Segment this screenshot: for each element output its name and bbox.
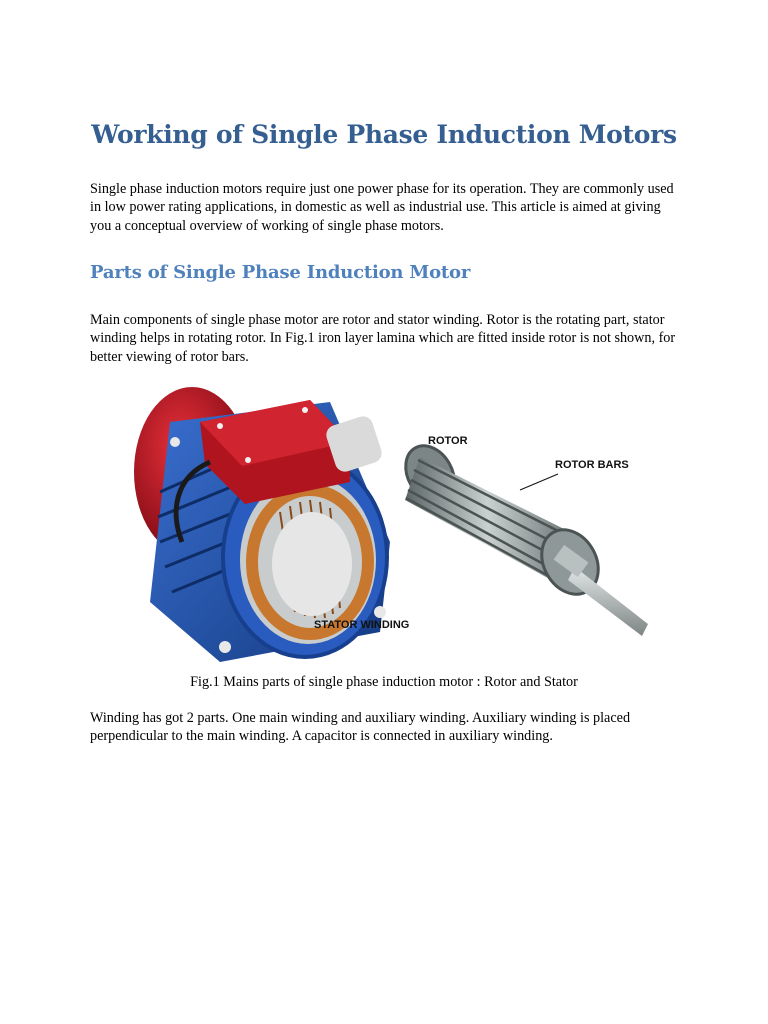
page-title: Working of Single Phase Induction Motors (91, 120, 677, 149)
figure-caption: Fig.1 Mains parts of single phase induction motor : Rotor and Stator (190, 674, 578, 690)
stator-winding-label: STATOR WINDING (314, 619, 410, 631)
section-heading: Parts of Single Phase Induction Motor (90, 262, 471, 283)
rotor-bars-label: ROTOR BARS (555, 459, 629, 471)
bolt (219, 641, 231, 653)
closing-paragraph: Winding has got 2 parts. One main winding and auxiliary winding. Auxiliary winding is placed perpendicular to the main winding. A capacitor is connected in auxiliary winding. (90, 710, 631, 745)
rotor-cavity (272, 512, 352, 616)
motor-illustration (130, 382, 660, 672)
intro-paragraph: Single phase induction motors require just one power phase for its operation. They are commonly used in low power rating applications, in domestic as well as industrial use. This article is aimed at giving you a conceptual overview of working of single phase motors. (90, 181, 674, 234)
rotor-bars-pointer (520, 474, 558, 490)
rotor-shaft (568, 567, 648, 636)
bolt (170, 437, 180, 447)
motor-figure (130, 382, 660, 672)
bolt (374, 606, 386, 618)
section-paragraph: Main components of single phase motor are rotor and stator winding. Rotor is the rotating part, stator winding helps in rotating rotor. In Fig.1 iron layer lamina which are fitted inside rotor is not shown, for better viewing of rotor bars. (90, 312, 676, 365)
rotor-label: ROTOR (428, 435, 468, 447)
